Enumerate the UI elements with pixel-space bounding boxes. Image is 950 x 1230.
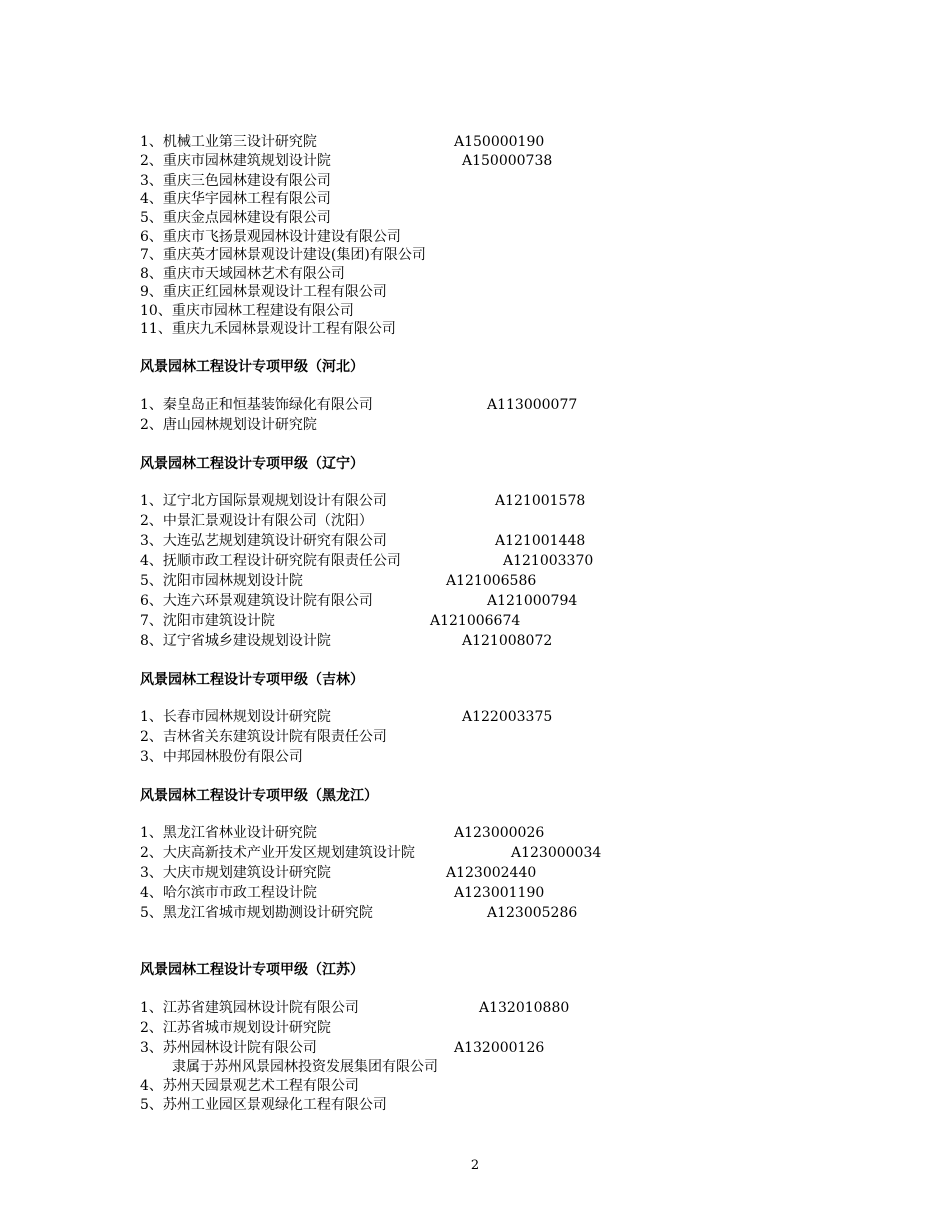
- list-item: 4、哈尔滨市市政工程设计院 A123001190: [140, 885, 545, 901]
- list-item: 9、重庆正红园林景观设计工程有限公司: [140, 284, 387, 300]
- list-item: 11、重庆九禾园林景观设计工程有限公司: [140, 321, 396, 337]
- list-item: 2、唐山园林规划设计研究院: [140, 417, 317, 433]
- list-item: 1、长春市园林规划设计研究院 A122003375: [140, 709, 553, 725]
- section-heading-jiangsu: 风景园林工程设计专项甲级（江苏）: [140, 962, 364, 978]
- list-item: 3、大连弘艺规划建筑设计研究有限公司 A121001448: [140, 533, 586, 549]
- list-item: 6、重庆市飞扬景观园林设计建设有限公司: [140, 229, 401, 245]
- list-item: 4、苏州天园景观艺术工程有限公司: [140, 1078, 359, 1094]
- list-item: 3、苏州园林设计院有限公司 A132000126: [140, 1040, 545, 1056]
- list-item: 5、沈阳市园林规划设计院 A121006586: [140, 573, 537, 589]
- list-item: 5、黑龙江省城市规划勘测设计研究院 A123005286: [140, 905, 578, 921]
- list-item: 7、沈阳市建筑设计院 A121006674: [140, 613, 521, 629]
- list-item: 2、重庆市园林建筑规划设计院 A150000738: [140, 153, 553, 169]
- list-item: 2、江苏省城市规划设计研究院: [140, 1020, 331, 1036]
- list-item: 6、大连六环景观建筑设计院有限公司 A121000794: [140, 593, 578, 609]
- list-item: 8、辽宁省城乡建设规划设计院 A121008072: [140, 633, 553, 649]
- list-item: 4、抚顺市政工程设计研究院有限责任公司 A121003370: [140, 553, 594, 569]
- list-item: 4、重庆华宇园林工程有限公司: [140, 191, 331, 207]
- list-item: 1、江苏省建筑园林设计院有限公司 A132010880: [140, 1000, 570, 1016]
- list-item: 1、辽宁北方国际景观规划设计有限公司 A121001578: [140, 493, 586, 509]
- section-heading-hebei: 风景园林工程设计专项甲级（河北）: [140, 359, 364, 375]
- list-item: 3、中邦园林股份有限公司: [140, 749, 303, 765]
- list-item: 10、重庆市园林工程建设有限公司: [140, 303, 354, 319]
- list-item: 3、重庆三色园林建设有限公司: [140, 173, 331, 189]
- list-item: 1、秦皇岛正和恒基装饰绿化有限公司 A113000077: [140, 397, 578, 413]
- list-item: 5、重庆金点园林建设有限公司: [140, 210, 331, 226]
- list-item: 8、重庆市天域园林艺术有限公司: [140, 266, 345, 282]
- list-item: 1、机械工业第三设计研究院 A150000190: [140, 134, 545, 150]
- list-item: 2、吉林省关东建筑设计院有限责任公司: [140, 729, 387, 745]
- list-item: 2、中景汇景观设计有限公司（沈阳）: [140, 513, 373, 529]
- list-item: 7、重庆英才园林景观设计建设(集团)有限公司: [140, 247, 426, 263]
- list-item-note: 隶属于苏州风景园林投资发展集团有限公司: [172, 1059, 438, 1075]
- page-number: 2: [470, 1158, 480, 1173]
- list-item: 5、苏州工业园区景观绿化工程有限公司: [140, 1097, 387, 1113]
- list-item: 2、大庆高新技术产业开发区规划建筑设计院 A123000034: [140, 845, 602, 861]
- section-heading-jilin: 风景园林工程设计专项甲级（吉林）: [140, 672, 364, 688]
- list-item: 3、大庆市规划建筑设计研究院 A123002440: [140, 865, 537, 881]
- section-heading-heilongjiang: 风景园林工程设计专项甲级（黑龙江）: [140, 788, 378, 804]
- list-item: 1、黑龙江省林业设计研究院 A123000026: [140, 825, 545, 841]
- section-heading-liaoning: 风景园林工程设计专项甲级（辽宁）: [140, 456, 364, 472]
